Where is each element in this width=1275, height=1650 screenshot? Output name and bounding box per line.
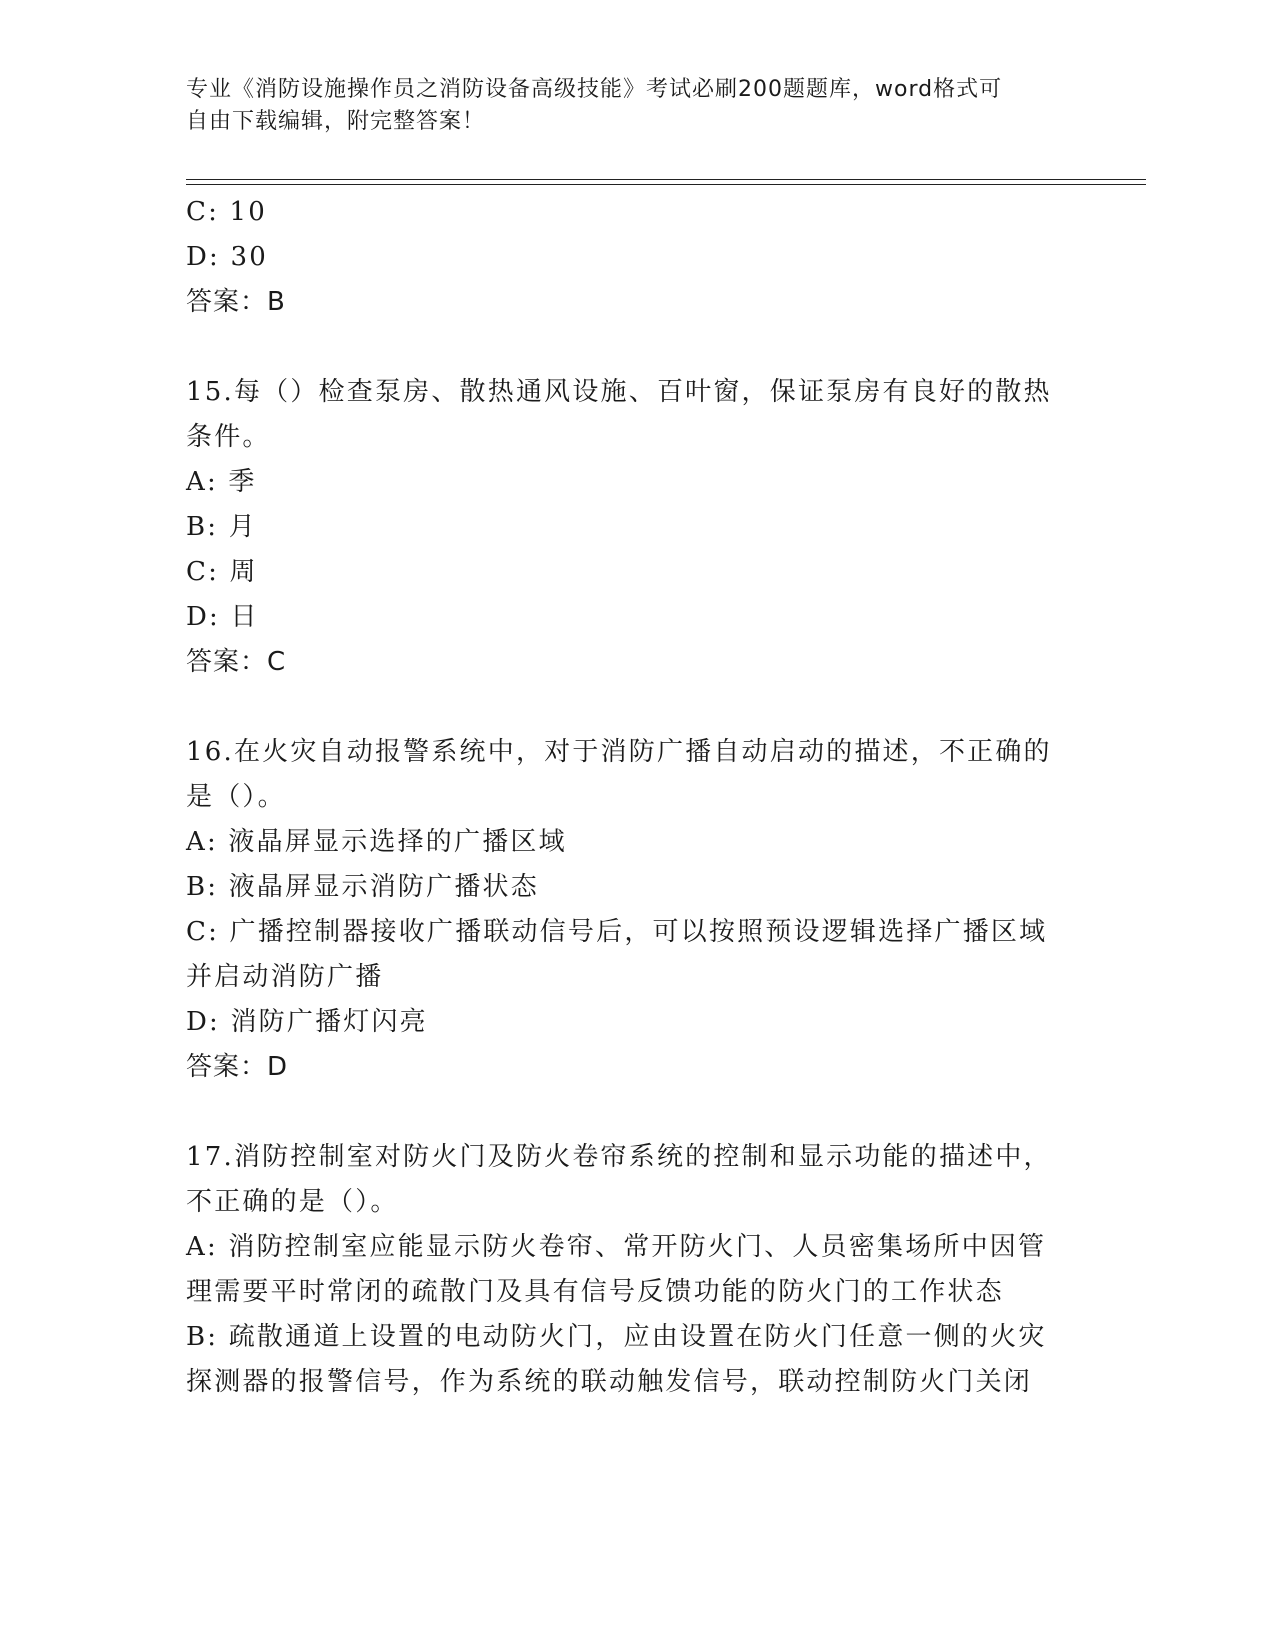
option-c: C: 广播控制器接收广播联动信号后，可以按照预设逻辑选择广播区域 (186, 917, 1048, 947)
option-a: A: 消防控制室应能显示防火卷帘、常开防火门、人员密集场所中因管 (186, 1232, 1047, 1262)
header-line-1: 专业《消防设施操作员之消防设备高级技能》考试必刷200题题库，word格式可 (186, 77, 1003, 102)
option-a: A: 液晶屏显示选择的广播区域 (186, 827, 567, 857)
question-text-line: 17.消防控制室对防火门及防火卷帘系统的控制和显示功能的描述中， (186, 1142, 1052, 1172)
question-text-line: 16.在火灾自动报警系统中，对于消防广播自动启动的描述，不正确的 (186, 737, 1052, 767)
header-divider-top (186, 179, 1146, 180)
option-c-continued: 并启动消防广播 (186, 962, 384, 992)
option-c: C: 10 (186, 197, 268, 227)
option-b: B: 疏散通道上设置的电动防火门，应由设置在防火门任意一侧的火灾 (186, 1322, 1047, 1352)
header-line-2: 自由下载编辑，附完整答案！ (186, 109, 486, 134)
question-16 (186, 730, 1076, 1090)
option-a-continued: 理需要平时常闭的疏散门及具有信号反馈功能的防火门的工作状态 (186, 1277, 1004, 1307)
option-a: A: 季 (186, 467, 257, 497)
option-d: D: 日 (186, 602, 259, 632)
answer-line: 答案：C (186, 647, 287, 677)
question-list (186, 190, 1076, 1405)
question-17 (186, 1135, 1076, 1405)
document-header (186, 74, 1066, 138)
option-b: B: 液晶屏显示消防广播状态 (186, 872, 539, 902)
option-d: D: 消防广播灯闪亮 (186, 1007, 428, 1037)
answer-line: 答案：B (186, 287, 286, 317)
question-14-continuation (186, 190, 1076, 325)
header-divider-bottom (186, 184, 1146, 185)
option-b: B: 月 (186, 512, 257, 542)
option-b-continued: 探测器的报警信号，作为系统的联动触发信号，联动控制防火门关闭 (186, 1367, 1033, 1397)
question-text-line: 是（）。 (186, 782, 286, 812)
question-text-line: 条件。 (186, 422, 271, 452)
option-d: D: 30 (186, 242, 268, 272)
option-c: C: 周 (186, 557, 258, 587)
question-15 (186, 370, 1076, 685)
answer-line: 答案：D (186, 1052, 289, 1082)
question-text-line: 不正确的是（）。 (186, 1187, 399, 1217)
question-text-line: 15.每（）检查泵房、散热通风设施、百叶窗，保证泵房有良好的散热 (186, 377, 1052, 407)
